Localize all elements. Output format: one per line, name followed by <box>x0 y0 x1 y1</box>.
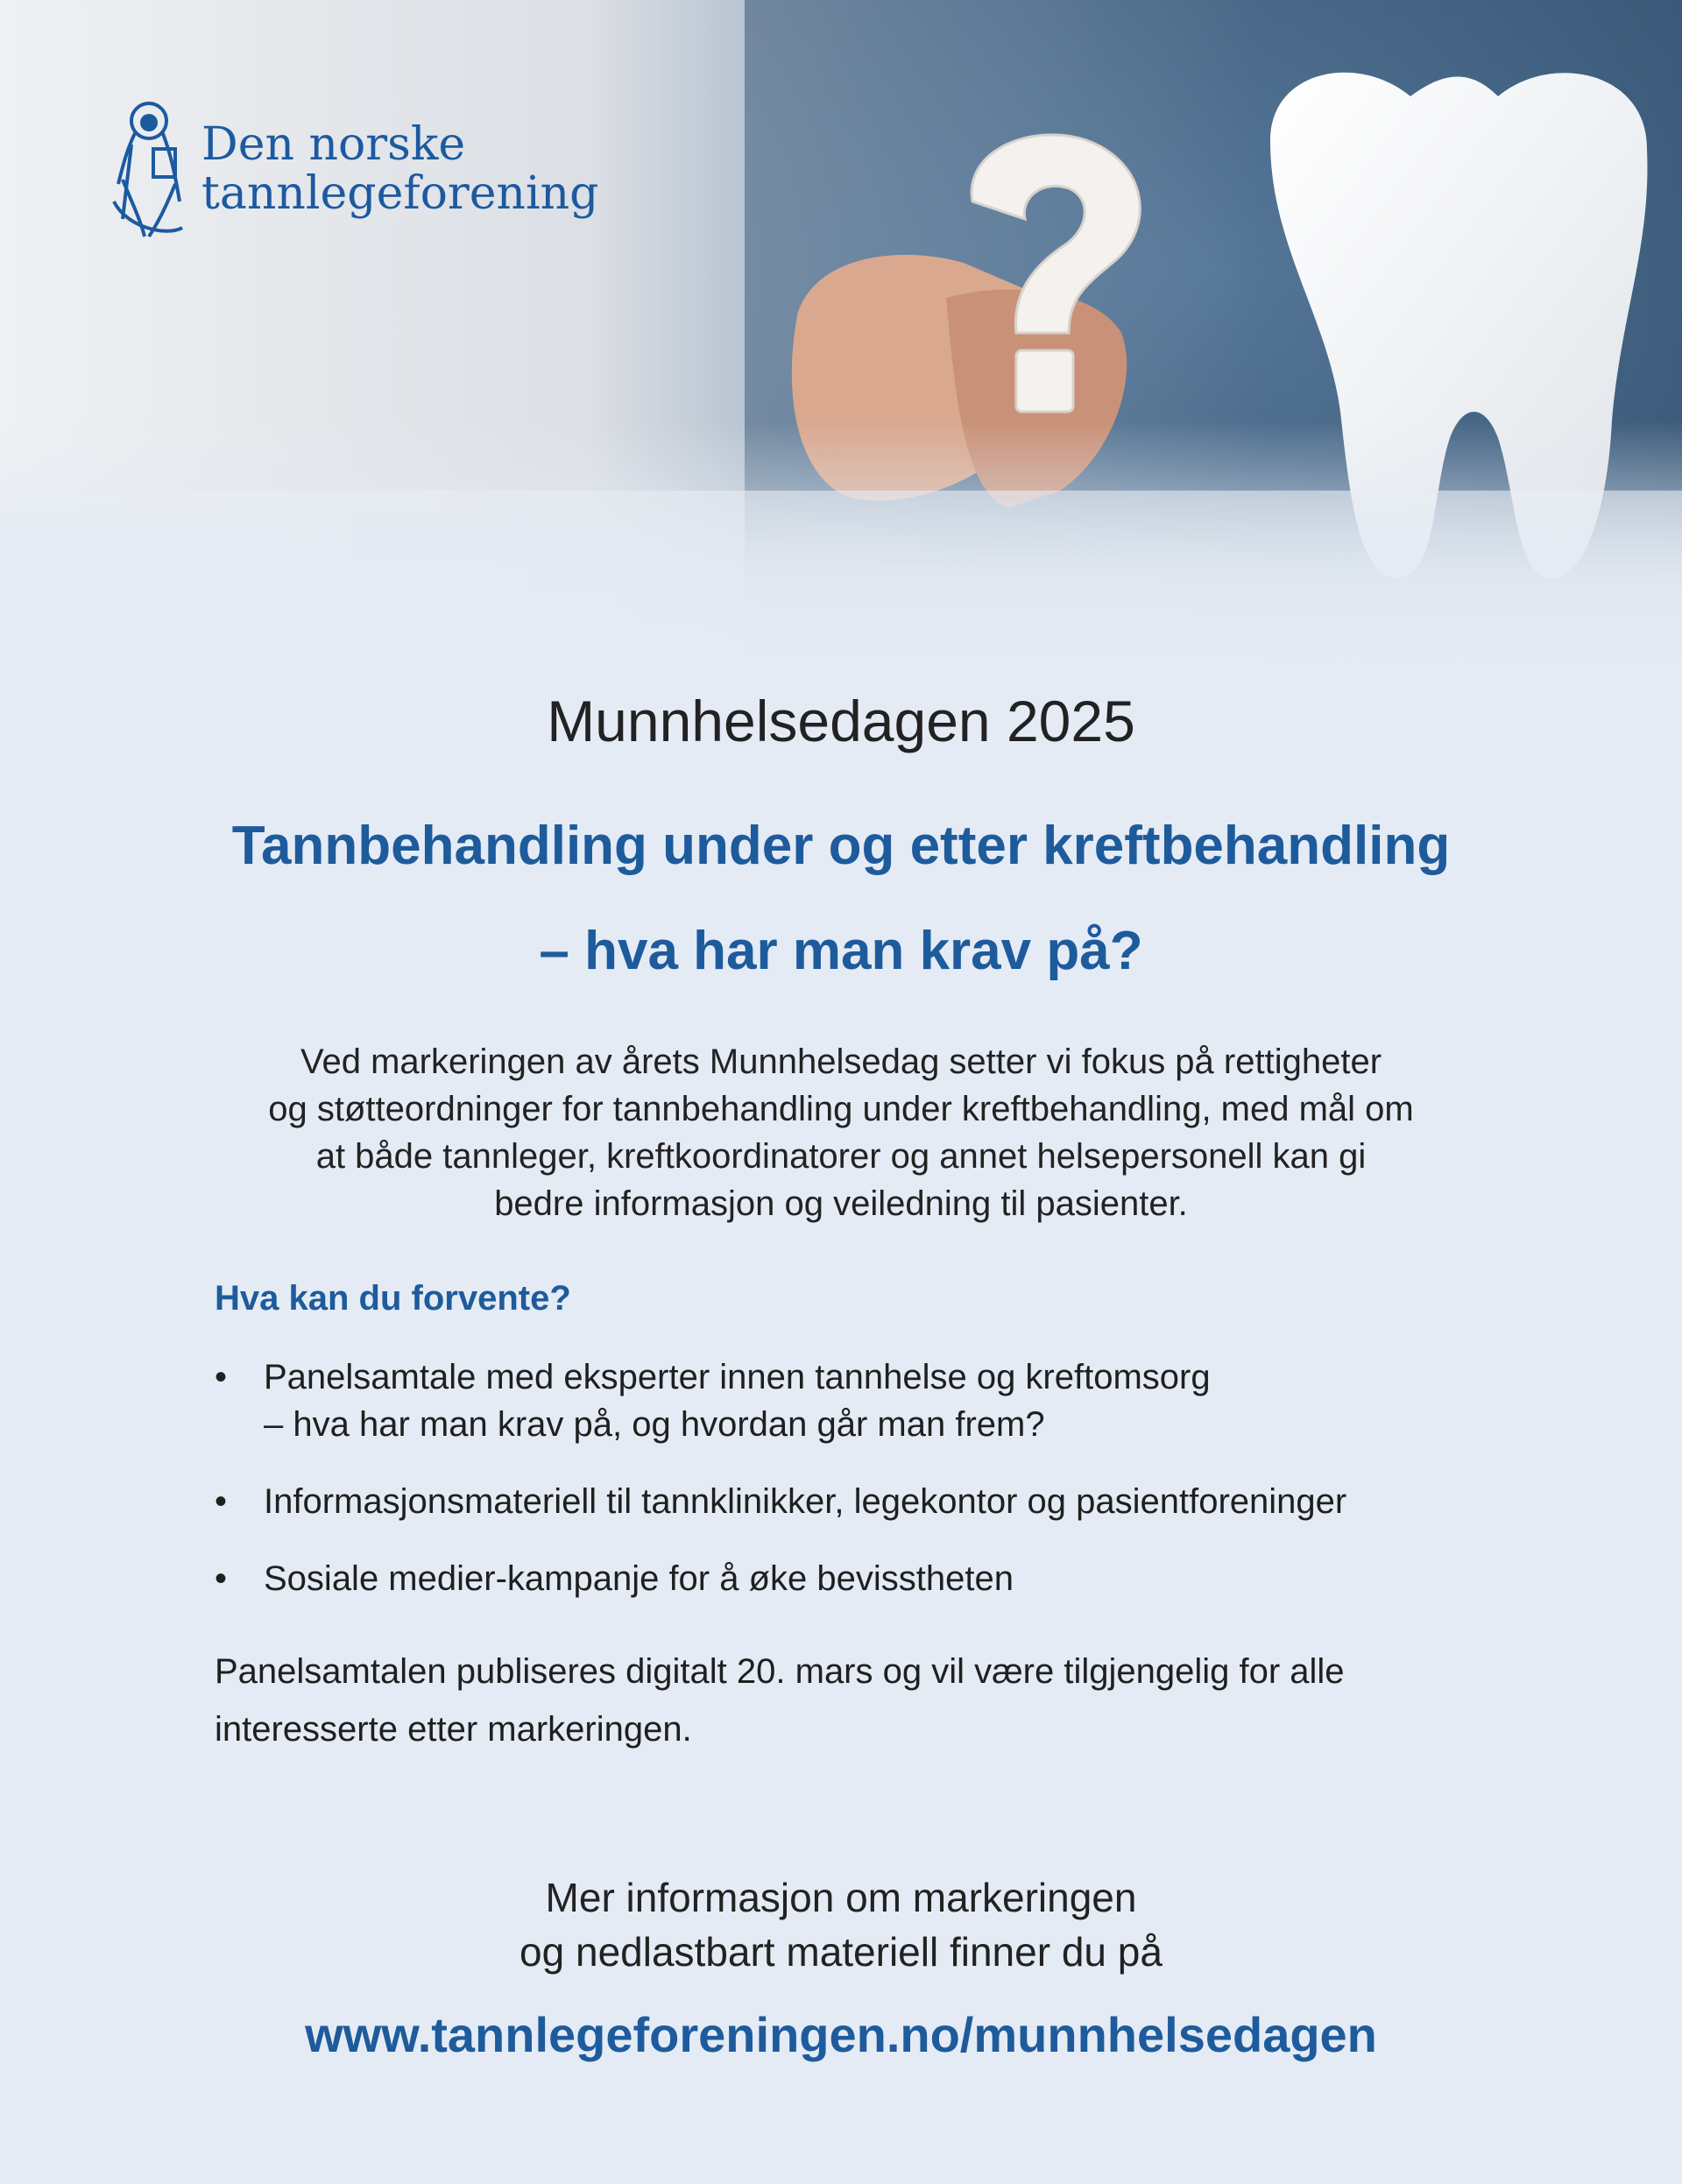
org-name-line2: tannlegeforening <box>201 166 599 220</box>
event-title: Munnhelsedagen 2025 <box>547 689 1135 753</box>
bullet-icon: • <box>215 1482 228 1521</box>
list-item-text: Informasjonsmateriell til tannklinikker, legekontor og pasientforeninger <box>264 1482 1347 1521</box>
list-item <box>215 1555 1529 1602</box>
hero-banner <box>0 0 1682 683</box>
intro-paragraph <box>175 1038 1507 1227</box>
more-info-line1: Mer informasjon om markeringen <box>545 1875 1137 1920</box>
bullet-icon: • <box>215 1358 228 1396</box>
org-name-line1: Den norske <box>201 117 466 171</box>
list-item <box>215 1478 1529 1525</box>
intro-line: Ved markeringen av årets Munnhelsedag setter vi fokus på rettigheter <box>300 1043 1382 1081</box>
hero-fade <box>0 421 1682 683</box>
headline-line2: – hva har man krav på? <box>539 921 1143 981</box>
list-item <box>215 1354 1529 1448</box>
org-name <box>201 117 599 220</box>
list-item-text-cont: – hva har man krav på, og hvordan går man frem? <box>264 1405 1045 1444</box>
org-logo[interactable] <box>105 96 598 241</box>
list-item-text: Panelsamtale med eksperter innen tannhelse og kreftomsorg <box>264 1358 1211 1396</box>
intro-line: og støtteordninger for tannbehandling under kreftbehandling, med mål om <box>268 1090 1414 1128</box>
more-info <box>0 1870 1682 1979</box>
expect-list <box>215 1354 1529 1632</box>
expect-heading: Hva kan du forvente? <box>215 1279 571 1318</box>
closing-paragraph <box>215 1643 1529 1758</box>
closing-line2: interesserte etter markeringen. <box>215 1710 692 1749</box>
website-link[interactable]: www.tannlegeforeningen.no/munnhelsedagen <box>305 2007 1377 2062</box>
intro-line: bedre informasjon og veiledning til pasienter. <box>494 1184 1188 1223</box>
apollonia-emblem-icon <box>105 96 184 241</box>
closing-line1: Panelsamtalen publiseres digitalt 20. mars og vil være tilgjengelig for alle <box>215 1652 1345 1691</box>
headline-line1: Tannbehandling under og etter kreftbehandling <box>231 816 1451 876</box>
bullet-icon: • <box>215 1559 228 1598</box>
list-item-text: Sosiale medier-kampanje for å øke bevisstheten <box>264 1559 1014 1598</box>
more-info-line2: og nedlastbart materiell finner du på <box>519 1929 1163 1975</box>
intro-line: at både tannleger, kreftkoordinatorer og annet helsepersonell kan gi <box>315 1137 1367 1176</box>
